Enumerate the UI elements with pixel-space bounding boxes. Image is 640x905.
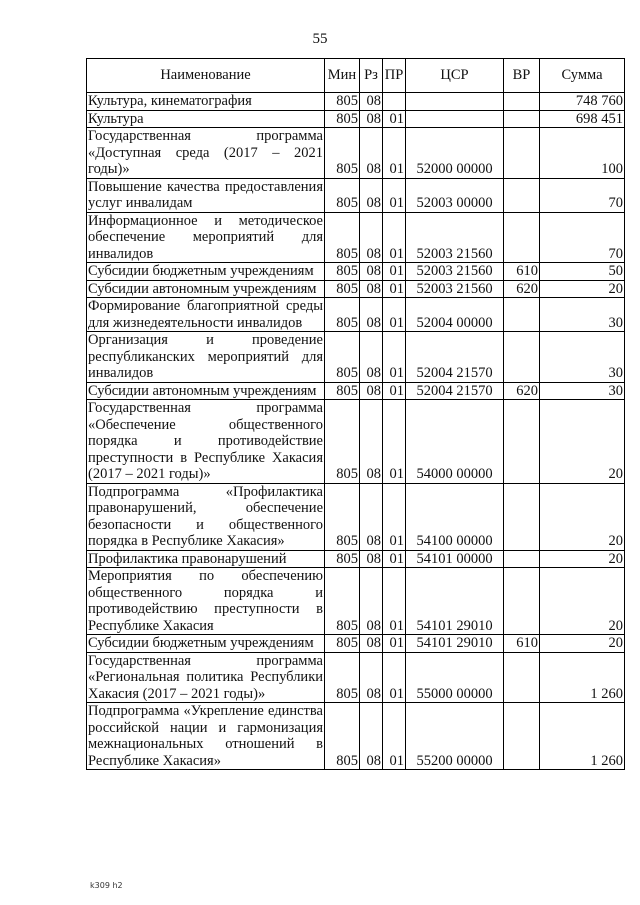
row-min: 805 <box>325 483 360 550</box>
row-sum: 1 260 <box>540 703 625 770</box>
row-sum: 30 <box>540 298 625 332</box>
row-sum: 1 260 <box>540 652 625 703</box>
row-vr: 620 <box>504 382 540 400</box>
row-csr: 54101 29010 <box>406 568 504 635</box>
row-pr: 01 <box>383 703 406 770</box>
row-sum: 30 <box>540 382 625 400</box>
row-name: Культура <box>87 110 325 128</box>
row-sum: 100 <box>540 128 625 179</box>
row-min: 805 <box>325 332 360 383</box>
row-pr: 01 <box>383 128 406 179</box>
row-rz: 08 <box>360 128 383 179</box>
row-rz: 08 <box>360 568 383 635</box>
row-sum: 20 <box>540 550 625 568</box>
table-row <box>87 332 625 383</box>
table-row <box>87 652 625 703</box>
row-csr: 55200 00000 <box>406 703 504 770</box>
row-rz: 08 <box>360 635 383 653</box>
table-row <box>87 703 625 770</box>
table-row <box>87 128 625 179</box>
header-pr: ПР <box>383 59 406 93</box>
row-csr <box>406 110 504 128</box>
row-csr: 54101 00000 <box>406 550 504 568</box>
row-sum: 70 <box>540 178 625 212</box>
row-pr: 01 <box>383 635 406 653</box>
row-pr: 01 <box>383 298 406 332</box>
row-vr <box>504 298 540 332</box>
row-min: 805 <box>325 212 360 263</box>
row-csr: 52004 00000 <box>406 298 504 332</box>
row-min: 805 <box>325 550 360 568</box>
row-sum: 50 <box>540 263 625 281</box>
header-csr: ЦСР <box>406 59 504 93</box>
header-vr: ВР <box>504 59 540 93</box>
row-pr: 01 <box>383 263 406 281</box>
row-csr: 52004 21570 <box>406 332 504 383</box>
row-csr: 52000 00000 <box>406 128 504 179</box>
row-csr: 54000 00000 <box>406 400 504 484</box>
table-row <box>87 483 625 550</box>
row-name: Государственная программа «Доступная среда (2017 – 2021 годы)» <box>88 128 323 177</box>
row-rz: 08 <box>360 400 383 484</box>
row-min: 805 <box>325 568 360 635</box>
row-rz: 08 <box>360 93 383 111</box>
row-name: Мероприятия по обеспечению общественного порядка и противодействию преступности в Республике Хакасия <box>88 568 323 634</box>
row-pr: 01 <box>383 212 406 263</box>
row-name: Субсидии автономным учреждениям <box>87 382 325 400</box>
row-csr: 55000 00000 <box>406 652 504 703</box>
row-csr: 54101 29010 <box>406 635 504 653</box>
row-csr: 52003 21560 <box>406 263 504 281</box>
table-row <box>87 280 625 298</box>
table-row <box>87 298 625 332</box>
row-rz: 08 <box>360 483 383 550</box>
row-pr: 01 <box>383 400 406 484</box>
row-vr <box>504 550 540 568</box>
row-rz: 08 <box>360 110 383 128</box>
row-vr <box>504 568 540 635</box>
row-name: Субсидии автономным учреждениям <box>87 280 325 298</box>
row-pr: 01 <box>383 568 406 635</box>
header-sum: Сумма <box>540 59 625 93</box>
row-sum: 70 <box>540 212 625 263</box>
row-min: 805 <box>325 652 360 703</box>
row-vr <box>504 110 540 128</box>
row-rz: 08 <box>360 263 383 281</box>
row-csr: 54100 00000 <box>406 483 504 550</box>
row-min: 805 <box>325 382 360 400</box>
row-vr: 610 <box>504 635 540 653</box>
row-pr: 01 <box>383 332 406 383</box>
row-name: Повышение качества предоставления услуг инвалидам <box>88 178 323 211</box>
row-vr <box>504 178 540 212</box>
table-header-row <box>87 59 625 93</box>
row-vr <box>504 400 540 484</box>
row-name: Государственная программа «Региональная политика Республики Хакасия (2017 – 2021 годы)» <box>88 652 323 702</box>
row-pr <box>383 93 406 111</box>
table-row <box>87 568 625 635</box>
row-min: 805 <box>325 110 360 128</box>
table-row <box>87 382 625 400</box>
row-vr <box>504 128 540 179</box>
row-pr: 01 <box>383 382 406 400</box>
row-min: 805 <box>325 703 360 770</box>
row-rz: 08 <box>360 652 383 703</box>
row-csr: 52003 21560 <box>406 280 504 298</box>
row-name: Подпрограмма «Укрепление единства российской нации и гармонизация межнациональных отношений в Республике Хакасия» <box>88 703 323 769</box>
row-sum: 30 <box>540 332 625 383</box>
row-pr: 01 <box>383 483 406 550</box>
header-min: Мин <box>325 59 360 93</box>
table-row <box>87 93 625 111</box>
page-number: 55 <box>312 31 328 47</box>
row-rz: 08 <box>360 280 383 298</box>
row-sum: 20 <box>540 483 625 550</box>
row-min: 805 <box>325 400 360 484</box>
row-sum: 20 <box>540 400 625 484</box>
row-min: 805 <box>325 280 360 298</box>
row-csr: 52004 21570 <box>406 382 504 400</box>
row-name: Профилактика правонарушений <box>87 550 325 568</box>
row-rz: 08 <box>360 298 383 332</box>
row-sum: 20 <box>540 280 625 298</box>
row-pr: 01 <box>383 110 406 128</box>
footer-code: k309 h2 <box>90 881 123 890</box>
row-csr <box>406 93 504 111</box>
row-rz: 08 <box>360 212 383 263</box>
row-min: 805 <box>325 93 360 111</box>
row-vr <box>504 212 540 263</box>
row-sum: 20 <box>540 568 625 635</box>
table-body <box>87 93 625 770</box>
row-pr: 01 <box>383 178 406 212</box>
table-row <box>87 212 625 263</box>
row-min: 805 <box>325 263 360 281</box>
row-name: Информационное и методическое обеспечение мероприятий для инвалидов <box>88 212 323 262</box>
row-name: Культура, кинематография <box>87 93 325 111</box>
row-vr <box>504 483 540 550</box>
row-name: Организация и проведение республиканских мероприятий для инвалидов <box>88 332 323 381</box>
row-name: Субсидии бюджетным учреждениям <box>87 635 325 653</box>
table-row <box>87 178 625 212</box>
row-min: 805 <box>325 298 360 332</box>
table-row <box>87 400 625 484</box>
row-name: Государственная программа «Обеспечение общественного порядка и противодействие преступности в Республике Хакасия (2017 – 2021 годы)» <box>88 400 323 482</box>
table-row <box>87 110 625 128</box>
row-pr: 01 <box>383 652 406 703</box>
row-rz: 08 <box>360 332 383 383</box>
row-csr: 52003 00000 <box>406 178 504 212</box>
table-row <box>87 263 625 281</box>
row-sum: 698 451 <box>540 110 625 128</box>
row-vr <box>504 332 540 383</box>
row-vr <box>504 652 540 703</box>
row-min: 805 <box>325 635 360 653</box>
row-name: Подпрограмма «Профилактика правонарушений, обеспечение безопасности и общественного порядка в Республике Хакасия» <box>88 483 323 549</box>
row-vr: 620 <box>504 280 540 298</box>
table-row <box>87 550 625 568</box>
table-row <box>87 635 625 653</box>
row-csr: 52003 21560 <box>406 212 504 263</box>
row-sum: 20 <box>540 635 625 653</box>
row-name: Субсидии бюджетным учреждениям <box>87 263 325 281</box>
row-min: 805 <box>325 178 360 212</box>
row-pr: 01 <box>383 280 406 298</box>
row-rz: 08 <box>360 703 383 770</box>
row-rz: 08 <box>360 550 383 568</box>
row-vr: 610 <box>504 263 540 281</box>
row-rz: 08 <box>360 382 383 400</box>
row-sum: 748 760 <box>540 93 625 111</box>
row-pr: 01 <box>383 550 406 568</box>
row-min: 805 <box>325 128 360 179</box>
row-vr <box>504 93 540 111</box>
row-rz: 08 <box>360 178 383 212</box>
row-name: Формирование благоприятной среды для жизнедеятельности инвалидов <box>88 298 323 331</box>
header-rz: Рз <box>360 59 383 93</box>
header-name: Наименование <box>87 59 325 93</box>
row-vr <box>504 703 540 770</box>
budget-table <box>86 58 625 770</box>
